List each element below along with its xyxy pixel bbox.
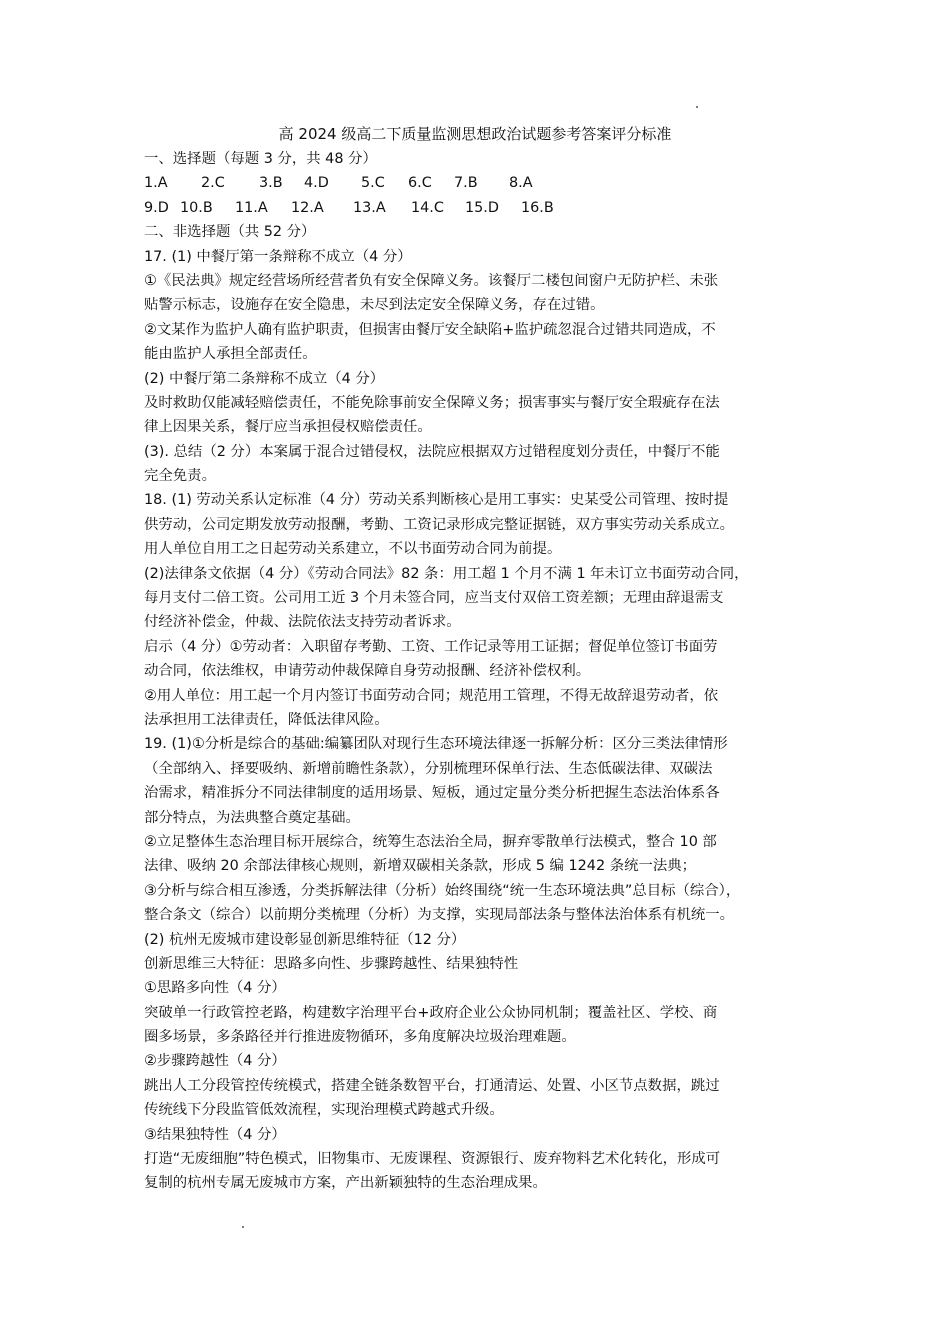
text-line: 用人单位自用工之日起劳动关系建立，不以书面劳动合同为前提。 [144,541,562,558]
text-line: 治需求，精准拆分不同法律制度的适用场景、短板，通过定量分类分析把握生态法治体系各 [144,785,720,802]
text-line: ②步骤跨越性（4 分） [144,1053,286,1070]
text-line: 动合同，依法维权，申请劳动仲裁保障自身劳动报酬、经济补偿权利。 [144,663,591,680]
text-line: (2)法律条文依据（4 分）《劳动合同法》82 条：用工超 1 个月不满 1 年未订立书面劳动合同， [144,565,749,582]
text-line: 跳出人工分段管控传统模式，搭建全链条数智平台，打通清运、处置、小区节点数据，跳过 [144,1077,720,1094]
document-title: 高 2024 级高二下质量监测思想政治试题参考答案评分标准 [278,125,672,143]
text-line: 打造“无废细胞”特色模式，旧物集市、无废课程、资源银行、废弃物料艺术化转化，形成可 [144,1151,721,1168]
text-line: 突破单一行政管控老路，构建数字治理平台+政府企业公众协同机制；覆盖社区、学校、商 [144,1004,718,1021]
text-line: 能由监护人承担全部责任。 [144,346,317,363]
text-line: 供劳动，公司定期发放劳动报酬，考勤、工资记录形成完整证据链，双方事实劳动关系成立。 [144,516,735,533]
text-line: ③结果独特性（4 分） [144,1126,286,1143]
answer-item: 16.B [521,199,554,216]
text-line: 创新思维三大特征：思路多向性、步骤跨越性、结果独特性 [144,955,519,972]
text-line: (3). 总结（2 分）本案属于混合过错侵权，法院应根据双方过错程度划分责任，中餐厅不能 [144,443,720,460]
text-line: 圈多场景，多条路径并行推进废物循环，多角度解决垃圾治理难题。 [144,1029,576,1046]
text-line: 启示（4 分）①劳动者：入职留存考勤、工资、工作记录等用工证据；督促单位签订书面劳 [144,638,718,655]
text-line: (2) 杭州无废城市建设彰显创新思维特征（12 分） [144,931,466,948]
text-line: 贴警示标志，设施存在安全隐患，未尽到法定安全保障义务，存在过错。 [144,297,605,314]
text-line: 完全免责。 [144,468,216,485]
text-line: 18. (1) 劳动关系认定标准（4 分）劳动关系判断核心是用工事实：史某受公司管理、按时提 [144,492,729,509]
text-line: 整合条文（综合）以前期分类梳理（分析）为支撑，实现局部法条与整体法治体系有机统一。 [144,907,735,924]
answer-item: 8.A [509,175,533,192]
text-line: 17. (1) 中餐厅第一条辩称不成立（4 分） [144,248,412,265]
text-line: 法律、吸纳 20 余部法律核心规则，新增双碳相关条款，形成 5 编 1242 条统一法典； [144,858,697,875]
text-line: ②文某作为监护人确有监护职责，但损害由餐厅安全缺陷+监护疏忽混合过错共同造成，不 [144,321,716,338]
text-line: ②立足整体生态治理目标开展综合，统筹生态法治全局，摒弃零散单行法模式，整合 10 部 [144,833,717,850]
answer-item: 13.A [353,199,386,216]
answer-item: 6.C [408,175,432,192]
text-line: ③分析与综合相互渗透，分类拆解法律（分析）始终围绕“统一生态环境法典”总目标（综合）， [144,882,741,899]
text-line: ②用人单位：用工起一个月内签订书面劳动合同；规范用工管理，不得无故辞退劳动者，依 [144,687,719,704]
section-heading-open: 二、非选择题（共 52 分） [144,224,316,241]
text-line: 付经济补偿金，仲裁、法院依法支持劳动者诉求。 [144,614,461,631]
text-line: 部分特点，为法典整合奠定基础。 [144,809,360,826]
answer-item: 2.C [201,175,225,192]
text-line: (2) 中餐厅第二条辩称不成立（4 分） [144,370,385,387]
answer-item: 10.B [180,199,213,216]
answer-item: 4.D [304,175,329,192]
text-line: 复制的杭州专属无废城市方案，产出新颖独特的生态治理成果。 [144,1175,547,1192]
text-line: ①《民法典》规定经营场所经营者负有安全保障义务。该餐厅二楼包间窗户无防护栏、未张 [144,272,719,289]
text-line: 每月支付二倍工资。公司用工近 3 个月未签合同，应当支付双倍工资差额；无理由辞退需支 [144,590,724,607]
scan-speck [242,1226,244,1228]
answer-item: 15.D [465,199,499,216]
answer-row-1 [144,171,804,195]
section-heading-choice: 一、选择题（每题 3 分，共 48 分） [144,151,377,167]
answer-item: 11.A [235,199,268,216]
text-line: （全部纳入、择要吸纳、新增前瞻性条款），分别梳理环保单行法、生态低碳法律、双碳法 [144,760,713,777]
answer-item: 1.A [144,175,168,192]
text-line: 及时救助仅能减轻赔偿责任，不能免除事前安全保障义务；损害事实与餐厅安全瑕疵存在法 [144,394,720,411]
answer-row-2 [144,196,804,220]
text-line: 传统线下分段监管低效流程，实现治理模式跨越式升级。 [144,1102,504,1119]
answer-item: 12.A [291,199,324,216]
answer-item: 14.C [411,199,444,216]
text-line: ①思路多向性（4 分） [144,980,286,997]
answer-item: 9.D [144,199,169,216]
answer-item: 7.B [454,175,478,192]
answer-item: 5.C [361,175,385,192]
scan-speck [696,106,698,108]
answer-key-body [144,147,804,1196]
text-line: 法承担用工法律责任，降低法律风险。 [144,711,389,728]
answer-item: 3.B [259,175,283,192]
text-line: 律上因果关系，餐厅应当承担侵权赔偿责任。 [144,419,432,436]
text-line: 19. (1)①分析是综合的基础:编纂团队对现行生态环境法律逐一拆解分析：区分三类法律情形 [144,736,728,753]
